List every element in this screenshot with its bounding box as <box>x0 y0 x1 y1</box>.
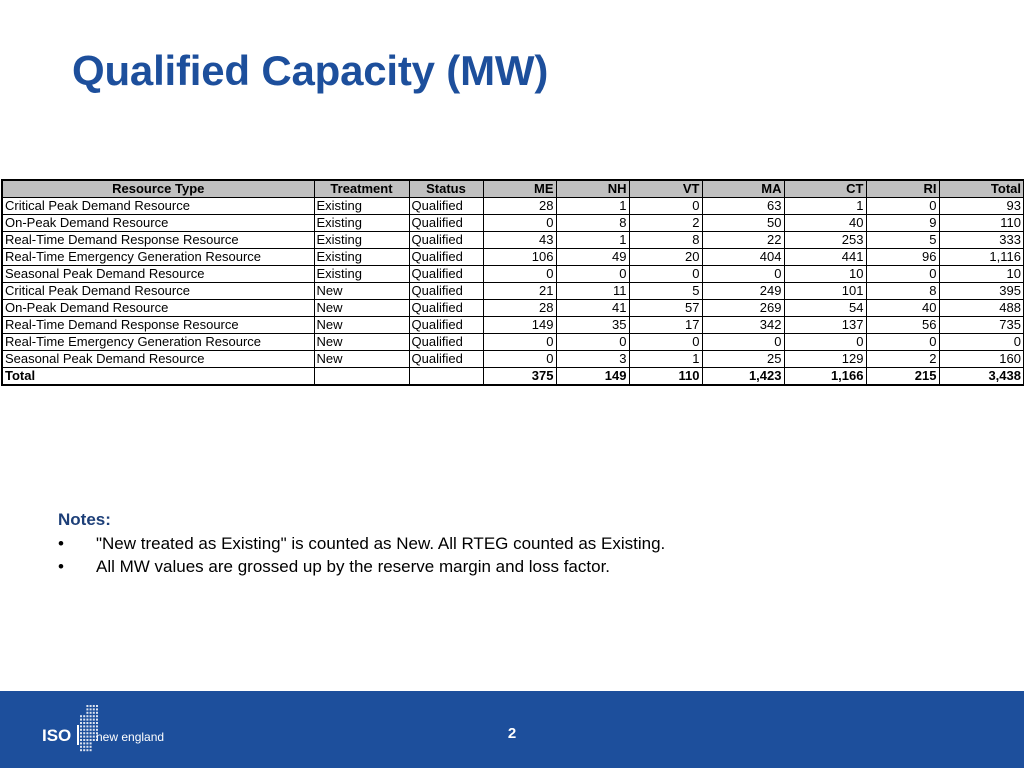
cell-nh: 0 <box>556 266 629 283</box>
cell-resource-type: Real-Time Emergency Generation Resource <box>2 334 314 351</box>
cell-resource-type: Real-Time Demand Response Resource <box>2 317 314 334</box>
cell-me: 43 <box>483 232 556 249</box>
note-item <box>58 557 665 577</box>
cell-me: 28 <box>483 300 556 317</box>
cell-ma: 63 <box>702 198 784 215</box>
logo-iso-text: ISO <box>42 726 72 745</box>
table-row <box>2 317 1024 334</box>
cell-nh: 149 <box>556 368 629 386</box>
table-row <box>2 266 1024 283</box>
cell-total: 735 <box>939 317 1024 334</box>
cell-total: 1,116 <box>939 249 1024 266</box>
table-row <box>2 300 1024 317</box>
cell-nh: 0 <box>556 334 629 351</box>
cell-ct: 1,166 <box>784 368 866 386</box>
cell-treatment: New <box>314 300 409 317</box>
cell-ma: 22 <box>702 232 784 249</box>
total-row <box>2 368 1024 386</box>
cell-ma: 0 <box>702 334 784 351</box>
cell-ct: 137 <box>784 317 866 334</box>
cell-treatment: New <box>314 351 409 368</box>
cell-resource-type: Real-Time Demand Response Resource <box>2 232 314 249</box>
cell-resource-type: Critical Peak Demand Resource <box>2 198 314 215</box>
cell-ri: 2 <box>866 351 939 368</box>
cell-ma: 25 <box>702 351 784 368</box>
cell-ma: 0 <box>702 266 784 283</box>
header-ma: MA <box>702 180 784 198</box>
cell-ri: 96 <box>866 249 939 266</box>
cell-ri: 9 <box>866 215 939 232</box>
cell-nh: 1 <box>556 232 629 249</box>
cell-me: 0 <box>483 266 556 283</box>
cell-me: 0 <box>483 334 556 351</box>
cell-ma: 1,423 <box>702 368 784 386</box>
cell-vt: 2 <box>629 215 702 232</box>
cell-status: Qualified <box>409 334 483 351</box>
cell-nh: 41 <box>556 300 629 317</box>
cell-total: 395 <box>939 283 1024 300</box>
cell-me: 106 <box>483 249 556 266</box>
cell-ma: 249 <box>702 283 784 300</box>
cell-ma: 404 <box>702 249 784 266</box>
header-ct: CT <box>784 180 866 198</box>
cell-total: 3,438 <box>939 368 1024 386</box>
header-treatment: Treatment <box>314 180 409 198</box>
cell-status: Qualified <box>409 215 483 232</box>
note-item <box>58 534 665 554</box>
cell-treatment: Existing <box>314 198 409 215</box>
cell-status: Qualified <box>409 198 483 215</box>
cell-treatment: New <box>314 317 409 334</box>
table-row <box>2 283 1024 300</box>
cell-total: 110 <box>939 215 1024 232</box>
cell-status: Qualified <box>409 351 483 368</box>
cell-vt: 20 <box>629 249 702 266</box>
cell-ma: 342 <box>702 317 784 334</box>
cell-ri: 56 <box>866 317 939 334</box>
cell-total: 10 <box>939 266 1024 283</box>
header-nh: NH <box>556 180 629 198</box>
table-row <box>2 334 1024 351</box>
qualified-capacity-table <box>1 179 1024 386</box>
cell-ri: 8 <box>866 283 939 300</box>
cell-resource-type: Seasonal Peak Demand Resource <box>2 266 314 283</box>
cell-vt: 1 <box>629 351 702 368</box>
cell-status: Qualified <box>409 300 483 317</box>
table-row <box>2 249 1024 266</box>
cell-treatment: Existing <box>314 266 409 283</box>
bullet: • <box>58 557 64 576</box>
cell-nh: 1 <box>556 198 629 215</box>
cell-resource-type: Real-Time Emergency Generation Resource <box>2 249 314 266</box>
cell-vt: 8 <box>629 232 702 249</box>
note-text: All MW values are grossed up by the reserve margin and loss factor. <box>96 557 611 576</box>
cell-me: 0 <box>483 351 556 368</box>
cell-ri: 40 <box>866 300 939 317</box>
cell-status <box>409 368 483 386</box>
cell-ma: 269 <box>702 300 784 317</box>
cell-ma: 50 <box>702 215 784 232</box>
header-vt: VT <box>629 180 702 198</box>
cell-me: 28 <box>483 198 556 215</box>
cell-ri: 0 <box>866 334 939 351</box>
cell-ct: 54 <box>784 300 866 317</box>
cell-status: Qualified <box>409 317 483 334</box>
cell-ri: 215 <box>866 368 939 386</box>
table-row <box>2 351 1024 368</box>
cell-vt: 0 <box>629 334 702 351</box>
cell-treatment: Existing <box>314 215 409 232</box>
table-row <box>2 215 1024 232</box>
cell-nh: 3 <box>556 351 629 368</box>
cell-treatment: New <box>314 283 409 300</box>
note-text: "New treated as Existing" is counted as New. All RTEG counted as Existing. <box>96 534 666 553</box>
cell-ct: 441 <box>784 249 866 266</box>
cell-ct: 101 <box>784 283 866 300</box>
cell-me: 149 <box>483 317 556 334</box>
cell-nh: 8 <box>556 215 629 232</box>
logo-new-england-text: new england <box>96 730 165 744</box>
cell-me: 0 <box>483 215 556 232</box>
cell-resource-type: Seasonal Peak Demand Resource <box>2 351 314 368</box>
cell-ct: 0 <box>784 334 866 351</box>
cell-ri: 0 <box>866 266 939 283</box>
page-number: 2 <box>507 725 517 742</box>
cell-treatment <box>314 368 409 386</box>
cell-ri: 0 <box>866 198 939 215</box>
slide-title: Qualified Capacity (MW) <box>72 47 549 94</box>
cell-vt: 57 <box>629 300 702 317</box>
cell-ct: 40 <box>784 215 866 232</box>
cell-vt: 17 <box>629 317 702 334</box>
cell-total: 93 <box>939 198 1024 215</box>
header-total: Total <box>939 180 1024 198</box>
footer-bar <box>0 691 1024 768</box>
cell-vt: 0 <box>629 198 702 215</box>
cell-resource-type: On-Peak Demand Resource <box>2 300 314 317</box>
header-ri: RI <box>866 180 939 198</box>
cell-ct: 253 <box>784 232 866 249</box>
cell-ct: 1 <box>784 198 866 215</box>
cell-status: Qualified <box>409 232 483 249</box>
table-row <box>2 198 1024 215</box>
cell-status: Qualified <box>409 249 483 266</box>
cell-ri: 5 <box>866 232 939 249</box>
header-status: Status <box>409 180 483 198</box>
cell-nh: 49 <box>556 249 629 266</box>
cell-treatment: Existing <box>314 249 409 266</box>
table-header-row <box>2 180 1024 198</box>
cell-treatment: New <box>314 334 409 351</box>
notes-title: Notes: <box>58 510 111 529</box>
cell-nh: 11 <box>556 283 629 300</box>
cell-nh: 35 <box>556 317 629 334</box>
cell-ct: 129 <box>784 351 866 368</box>
header-resource-type: Resource Type <box>2 180 314 198</box>
cell-vt: 110 <box>629 368 702 386</box>
notes-section <box>58 510 665 580</box>
cell-vt: 0 <box>629 266 702 283</box>
cell-status: Qualified <box>409 266 483 283</box>
cell-resource-type: Total <box>2 368 314 386</box>
cell-resource-type: On-Peak Demand Resource <box>2 215 314 232</box>
cell-me: 21 <box>483 283 556 300</box>
cell-total: 160 <box>939 351 1024 368</box>
cell-total: 0 <box>939 334 1024 351</box>
table-row <box>2 232 1024 249</box>
cell-ct: 10 <box>784 266 866 283</box>
header-me: ME <box>483 180 556 198</box>
cell-total: 333 <box>939 232 1024 249</box>
cell-total: 488 <box>939 300 1024 317</box>
bullet: • <box>58 534 64 553</box>
cell-treatment: Existing <box>314 232 409 249</box>
cell-status: Qualified <box>409 283 483 300</box>
cell-vt: 5 <box>629 283 702 300</box>
cell-me: 375 <box>483 368 556 386</box>
cell-resource-type: Critical Peak Demand Resource <box>2 283 314 300</box>
